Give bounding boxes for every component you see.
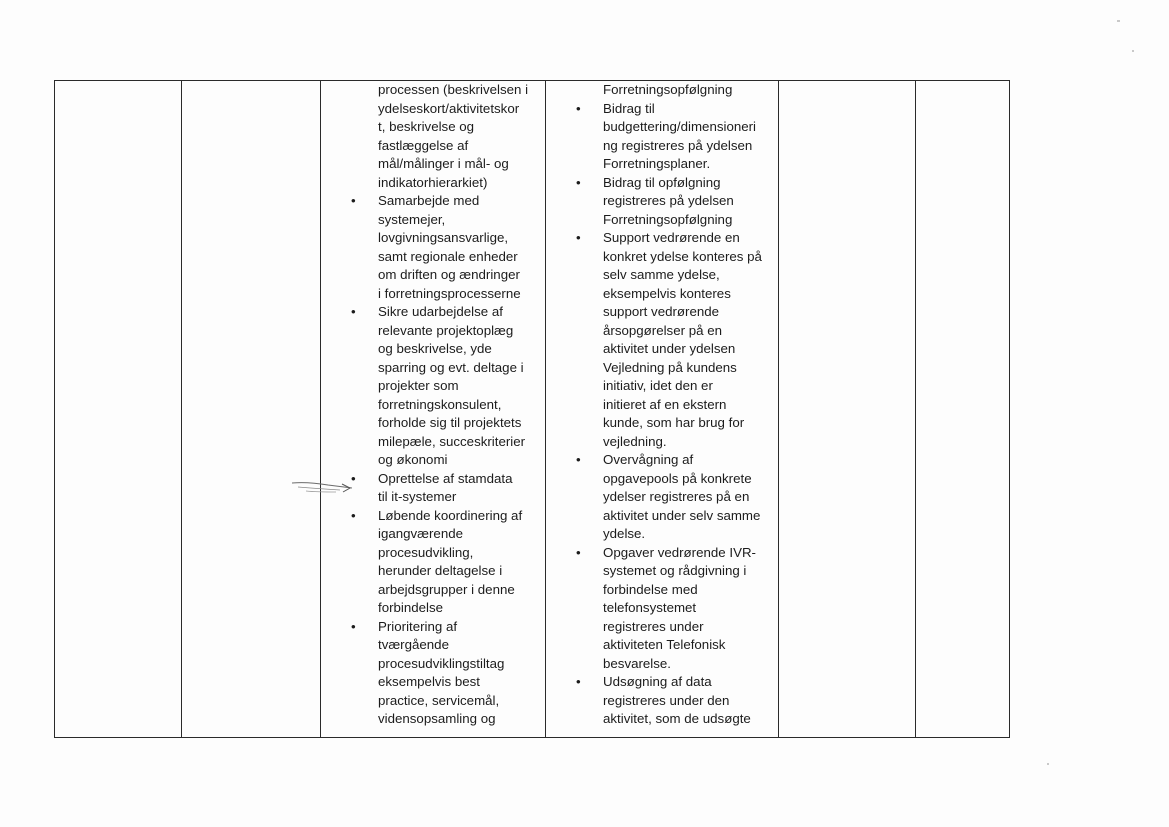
list-item-line: Løbende koordinering af bbox=[378, 507, 523, 523]
table-cell-col5 bbox=[779, 81, 916, 738]
list-item-line: telefonsystemet bbox=[603, 600, 697, 615]
list-item bbox=[546, 451, 778, 544]
list-item-line: besvarelse. bbox=[603, 655, 671, 671]
table-cell-col3 bbox=[321, 81, 546, 738]
list-item bbox=[546, 229, 778, 451]
bullet-icon: • bbox=[576, 544, 581, 560]
col3-content bbox=[321, 81, 545, 737]
table-row bbox=[55, 81, 1010, 738]
list-item-line: Overvågning af bbox=[603, 452, 694, 467]
list-item-line: lovgivningsansvarlige, bbox=[378, 230, 509, 245]
continuation-line: mål/målinger i mål- og bbox=[378, 156, 509, 171]
list-item bbox=[546, 100, 778, 174]
list-item-line: om driften og ændringer bbox=[378, 267, 520, 282]
list-item-line: milepæle, succeskriterier bbox=[378, 433, 526, 449]
continuation-line: t, beskrivelse og bbox=[378, 119, 475, 134]
list-item bbox=[321, 192, 545, 303]
continuation-line: processen (beskrivelsen i bbox=[378, 82, 529, 97]
list-item-line: eksempelvis konteres bbox=[603, 285, 731, 301]
list-item-line: forbindelse bbox=[378, 600, 444, 615]
list-item-line: Vejledning på kundens bbox=[603, 359, 737, 375]
list-item bbox=[321, 507, 545, 618]
table-cell-col2 bbox=[182, 81, 321, 738]
list-item-line: årsopgørelser på en bbox=[603, 322, 722, 338]
list-item bbox=[321, 470, 545, 507]
continuation-line: indikatorhierarkiet) bbox=[378, 174, 488, 190]
list-item-line: support vedrørende bbox=[603, 304, 720, 319]
list-item-line: sparring og evt. deltage i bbox=[378, 359, 524, 375]
list-item-line: opgavepools på konkrete bbox=[603, 470, 752, 486]
list-item-line: forbindelse med bbox=[603, 581, 698, 597]
table-cell-col6 bbox=[916, 81, 1010, 738]
list-item-line: ydelser registreres på en bbox=[603, 489, 750, 504]
list-item-line: vejledning. bbox=[603, 433, 667, 449]
bullet-icon: • bbox=[351, 507, 356, 523]
list-item-line: relevante projektoplæg bbox=[378, 322, 514, 338]
bullet-icon: • bbox=[351, 470, 356, 486]
document-table bbox=[54, 80, 1010, 738]
list-item-line: budgettering/dimensioneri bbox=[603, 119, 757, 134]
list-item-line: Udsøgning af data bbox=[603, 674, 712, 689]
list-item bbox=[546, 673, 778, 729]
list-item-line: registreres på ydelsen bbox=[603, 193, 734, 208]
list-item-line: Bidrag til bbox=[603, 100, 655, 116]
scan-speck bbox=[1132, 50, 1134, 52]
list-item-line: forholde sig til projektets bbox=[378, 415, 522, 430]
list-item bbox=[546, 174, 778, 230]
list-item-line: igangværende bbox=[378, 526, 464, 541]
list-item-line: ng registreres på ydelsen bbox=[603, 137, 753, 153]
continuation-line: Forretningsopfølgning bbox=[603, 82, 733, 97]
scan-speck bbox=[1117, 20, 1120, 22]
list-item-line: Forretningsopfølgning bbox=[603, 211, 733, 227]
list-item-line: aktivitet under ydelsen bbox=[603, 341, 736, 356]
list-item-line: Forretningsplaner. bbox=[603, 156, 711, 171]
list-item-line: systemejer, bbox=[378, 211, 446, 227]
list-item-line: aktivitet under selv samme bbox=[603, 507, 761, 523]
list-item-line: arbejdsgrupper i denne bbox=[378, 581, 515, 597]
list-item bbox=[321, 303, 545, 470]
list-item-line: samt regionale enheder bbox=[378, 248, 518, 264]
list-item-line: tværgående bbox=[378, 637, 449, 652]
bullet-icon: • bbox=[576, 100, 581, 116]
list-item-line: kunde, som har brug for bbox=[603, 415, 745, 430]
list-item-line: forretningskonsulent, bbox=[378, 396, 502, 412]
list-item-line: og økonomi bbox=[378, 452, 448, 467]
bullet-icon: • bbox=[576, 674, 581, 689]
list-item-line: Opgaver vedrørende IVR- bbox=[603, 544, 756, 560]
list-item-line: initieret af en ekstern bbox=[603, 396, 727, 412]
list-item-line: Prioritering af bbox=[378, 618, 458, 634]
scan-speck bbox=[1047, 763, 1049, 765]
list-item-line: systemet og rådgivning i bbox=[603, 563, 747, 578]
list-item-line: Support vedrørende en bbox=[603, 230, 740, 245]
table-cell-col1 bbox=[55, 81, 182, 738]
list-item-line: aktiviteten Telefonisk bbox=[603, 637, 726, 652]
list-item-line: Oprettelse af stamdata bbox=[378, 470, 513, 486]
col4-content bbox=[546, 81, 778, 737]
continuation-line: ydelseskort/aktivitetskor bbox=[378, 100, 520, 116]
list-item-line: konkret ydelse konteres på bbox=[603, 248, 762, 264]
list-item-line: procesudvikling, bbox=[378, 544, 474, 560]
list-item-line: registreres under den bbox=[603, 692, 730, 708]
continuation-line: fastlæggelse af bbox=[378, 137, 469, 153]
bullet-icon: • bbox=[351, 618, 356, 634]
bullet-icon: • bbox=[351, 193, 356, 208]
list-item-line: Bidrag til opfølgning bbox=[603, 174, 721, 190]
bullet-icon: • bbox=[576, 230, 581, 245]
list-item-line: og beskrivelse, yde bbox=[378, 341, 492, 356]
bullet-icon: • bbox=[576, 174, 581, 190]
bullet-icon: • bbox=[576, 452, 581, 467]
list-item-line: initiativ, idet den er bbox=[603, 378, 713, 393]
list-item bbox=[321, 618, 545, 729]
list-item-line: i forretningsprocesserne bbox=[378, 285, 521, 301]
bullet-icon: • bbox=[351, 304, 356, 319]
list-item-line: registreres under bbox=[603, 618, 704, 634]
bullet-list bbox=[321, 192, 545, 729]
list-item-line: projekter som bbox=[378, 378, 459, 393]
list-item-line: selv samme ydelse, bbox=[603, 267, 720, 282]
list-item-line: ydelse. bbox=[603, 526, 646, 541]
bullet-list bbox=[546, 100, 778, 729]
list-item-line: Sikre udarbejdelse af bbox=[378, 304, 503, 319]
list-item-line: procesudviklingstiltag bbox=[378, 655, 505, 671]
handwritten-mark bbox=[290, 474, 354, 496]
list-item-line: Samarbejde med bbox=[378, 193, 480, 208]
list-item-line: aktivitet, som de udsøgte bbox=[603, 711, 751, 726]
list-item-line: vidensopsamling og bbox=[378, 711, 496, 726]
list-item bbox=[546, 544, 778, 674]
table-cell-col4 bbox=[546, 81, 779, 738]
list-item-line: herunder deltagelse i bbox=[378, 563, 503, 578]
list-item-line: til it-systemer bbox=[378, 489, 457, 504]
list-item-line: practice, servicemål, bbox=[378, 692, 500, 708]
list-item-line: eksempelvis best bbox=[378, 674, 480, 689]
